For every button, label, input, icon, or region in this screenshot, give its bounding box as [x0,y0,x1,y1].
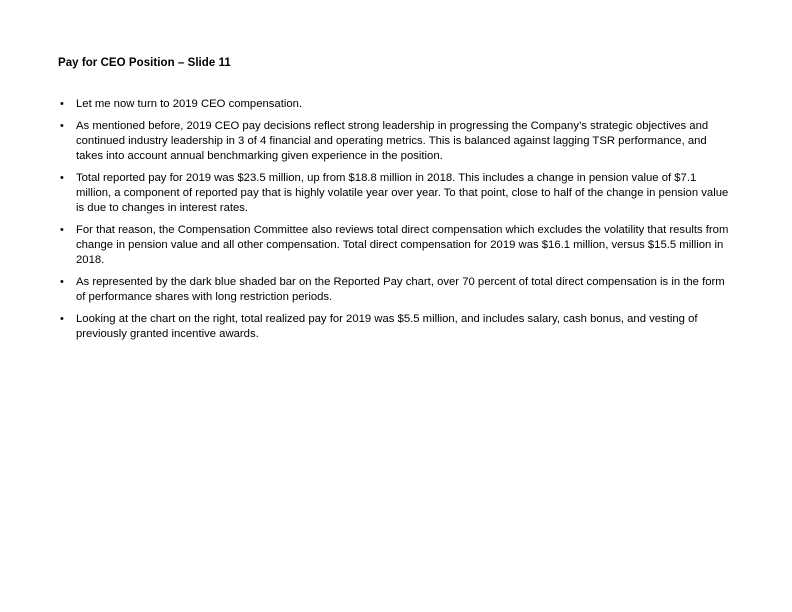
bullet-icon: • [60,223,64,236]
bullet-list [58,97,730,349]
bullet-text: As mentioned before, 2019 CEO pay decisions reflect strong leadership in progressing the Company’s strategic objectives and continued industry leadership in 3 of 4 financial and operating metrics. This is balanced against lagging TSR performance, and takes into account annual benchmarking given experience in the position. [76,119,709,163]
bullet-text: For that reason, the Compensation Committee also reviews total direct compensation which excludes the volatility that results from change in pension value and all other compensation. Total direct compensation for 2019 was $16.1 million, versus $15.5 million in 2018. [76,223,729,267]
bullet-icon: • [60,276,64,289]
bullet-text: Looking at the chart on the right, total realized pay for 2019 was $5.5 million, and includes salary, cash bonus, and vesting of previously granted incentive awards. [76,312,698,341]
bullet-item-5 [58,275,730,305]
bullet-item-1 [58,97,730,112]
bullet-text: Let me now turn to 2019 CEO compensation. [76,98,303,110]
bullet-item-4 [58,223,730,269]
bullet-icon: • [60,171,64,184]
bullet-text: As represented by the dark blue shaded bar on the Reported Pay chart, over 70 percent of total direct compensation is in the form of performance shares with long restriction periods. [76,276,725,304]
bullet-icon: • [60,119,64,132]
bullet-text: Total reported pay for 2019 was $23.5 million, up from $18.8 million in 2018. This includes a change in pension value of $7.1 million, a component of reported pay that is highly volatile year over year. To that point, close to half of the change in pension value is due to changes in interest rates. [76,171,729,215]
page-title: Pay for CEO Position – Slide 11 [58,57,231,69]
bullet-item-2 [58,119,730,165]
bullet-icon: • [60,312,64,325]
bullet-item-6 [58,312,730,342]
bullet-icon: • [60,98,64,110]
bullet-item-3 [58,171,730,217]
